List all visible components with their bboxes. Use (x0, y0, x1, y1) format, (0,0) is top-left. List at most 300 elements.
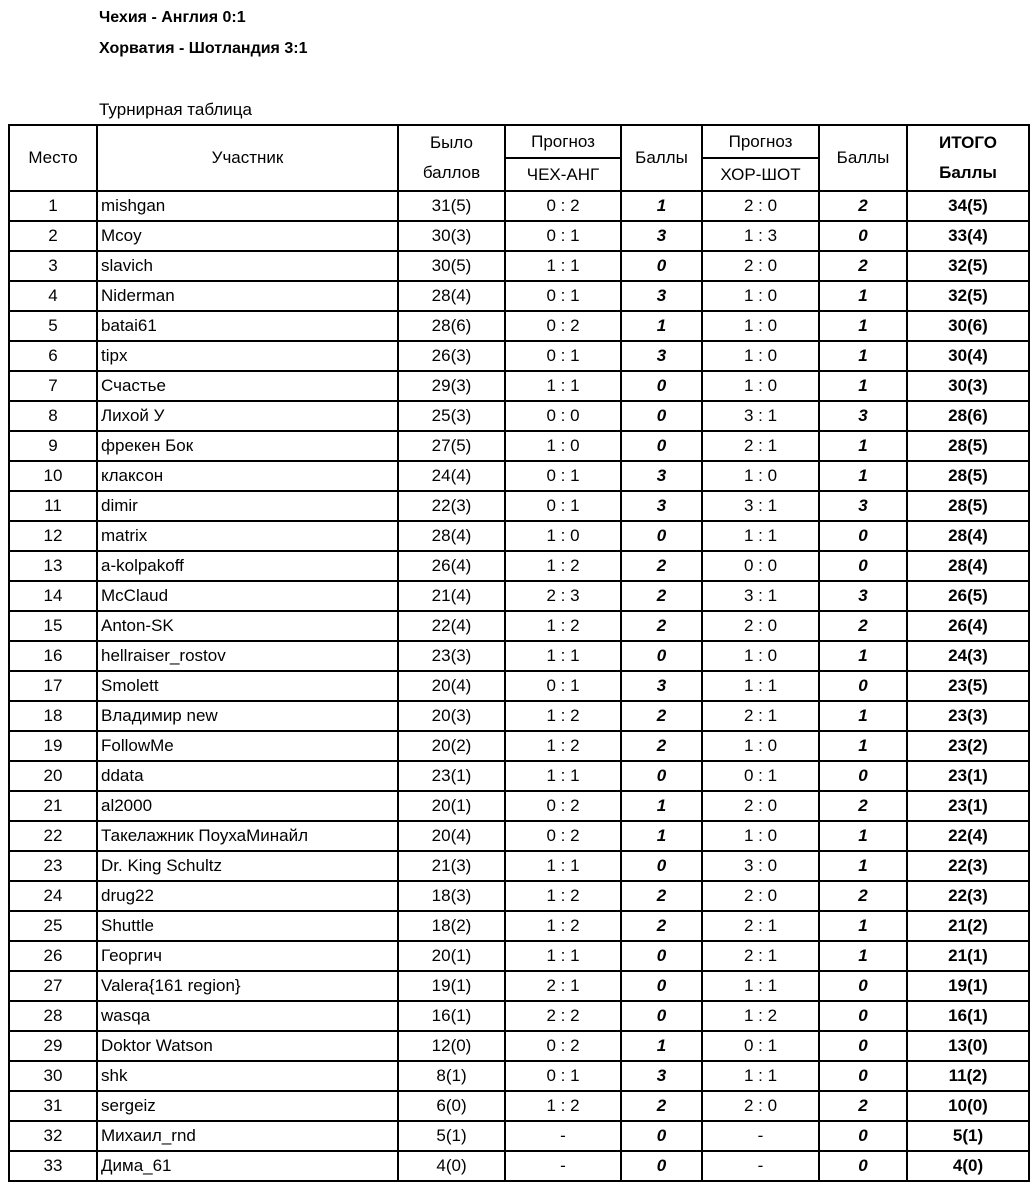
cell-forecast2: 1 : 0 (702, 731, 819, 761)
table-row (9, 971, 1029, 1001)
cell-was-points: 27(5) (398, 431, 505, 461)
cell-forecast1: 1 : 1 (505, 641, 621, 671)
cell-place: 17 (9, 671, 97, 701)
cell-forecast1: 1 : 0 (505, 431, 621, 461)
cell-forecast1: 1 : 1 (505, 371, 621, 401)
header-place: Место (9, 125, 97, 191)
cell-forecast2: 2 : 1 (702, 941, 819, 971)
cell-was-points: 19(1) (398, 971, 505, 1001)
cell-total: 23(2) (907, 731, 1029, 761)
cell-points2: 1 (819, 821, 907, 851)
cell-was-points: 21(3) (398, 851, 505, 881)
cell-total: 30(3) (907, 371, 1029, 401)
cell-place: 7 (9, 371, 97, 401)
cell-was-points: 29(3) (398, 371, 505, 401)
cell-forecast2: 1 : 0 (702, 311, 819, 341)
cell-forecast1: 1 : 0 (505, 521, 621, 551)
cell-points2: 1 (819, 461, 907, 491)
cell-was-points: 28(6) (398, 311, 505, 341)
cell-forecast1: 1 : 2 (505, 611, 621, 641)
cell-points1: 3 (621, 491, 702, 521)
cell-was-points: 24(4) (398, 461, 505, 491)
cell-place: 11 (9, 491, 97, 521)
cell-forecast1: 2 : 2 (505, 1001, 621, 1031)
cell-points2: 1 (819, 641, 907, 671)
cell-forecast1: 1 : 2 (505, 1091, 621, 1121)
cell-was-points: 20(3) (398, 701, 505, 731)
cell-points2: 1 (819, 851, 907, 881)
cell-total: 28(6) (907, 401, 1029, 431)
table-row (9, 761, 1029, 791)
header-was-line2: баллов (422, 163, 481, 182)
cell-total: 28(5) (907, 491, 1029, 521)
cell-forecast2: 2 : 1 (702, 911, 819, 941)
table-row (9, 551, 1029, 581)
cell-forecast2: 2 : 0 (702, 251, 819, 281)
table-row (9, 1001, 1029, 1031)
cell-forecast2: 1 : 1 (702, 971, 819, 1001)
cell-was-points: 22(3) (398, 491, 505, 521)
cell-forecast2: - (702, 1121, 819, 1151)
cell-points2: 0 (819, 1151, 907, 1181)
cell-place: 27 (9, 971, 97, 1001)
cell-total: 16(1) (907, 1001, 1029, 1031)
cell-points2: 0 (819, 1031, 907, 1061)
cell-points1: 0 (621, 1121, 702, 1151)
cell-points1: 0 (621, 1151, 702, 1181)
cell-forecast2: 1 : 0 (702, 461, 819, 491)
cell-place: 18 (9, 701, 97, 731)
cell-forecast2: 0 : 1 (702, 1031, 819, 1061)
cell-place: 2 (9, 221, 97, 251)
cell-points2: 1 (819, 731, 907, 761)
header-forecast1-top: Прогноз (505, 125, 621, 158)
cell-points1: 1 (621, 191, 702, 221)
cell-forecast2: 1 : 1 (702, 1061, 819, 1091)
table-row (9, 851, 1029, 881)
cell-participant: Михаил_rnd (97, 1121, 398, 1151)
cell-points1: 0 (621, 401, 702, 431)
cell-forecast1: 0 : 0 (505, 401, 621, 431)
cell-place: 26 (9, 941, 97, 971)
cell-points2: 0 (819, 971, 907, 1001)
cell-place: 6 (9, 341, 97, 371)
cell-place: 8 (9, 401, 97, 431)
cell-participant: Владимир new (97, 701, 398, 731)
cell-participant: hellraiser_rostov (97, 641, 398, 671)
cell-points1: 0 (621, 431, 702, 461)
cell-forecast2: 2 : 1 (702, 701, 819, 731)
cell-points1: 1 (621, 311, 702, 341)
cell-participant: tipx (97, 341, 398, 371)
cell-points2: 2 (819, 611, 907, 641)
cell-points2: 2 (819, 251, 907, 281)
header-total-line1: ИТОГО (938, 133, 998, 152)
cell-participant: Smolett (97, 671, 398, 701)
cell-place: 9 (9, 431, 97, 461)
cell-was-points: 21(4) (398, 581, 505, 611)
cell-points1: 1 (621, 821, 702, 851)
cell-participant: wasqa (97, 1001, 398, 1031)
cell-points2: 1 (819, 371, 907, 401)
cell-place: 12 (9, 521, 97, 551)
cell-participant: ddata (97, 761, 398, 791)
table-row (9, 371, 1029, 401)
cell-points2: 2 (819, 791, 907, 821)
cell-was-points: 20(1) (398, 791, 505, 821)
table-row (9, 311, 1029, 341)
cell-forecast1: 0 : 2 (505, 311, 621, 341)
cell-was-points: 28(4) (398, 521, 505, 551)
cell-place: 13 (9, 551, 97, 581)
cell-points1: 3 (621, 281, 702, 311)
header-forecast1-match: ЧЕХ-АНГ (505, 158, 621, 191)
cell-forecast2: 2 : 1 (702, 431, 819, 461)
cell-total: 21(1) (907, 941, 1029, 971)
cell-total: 32(5) (907, 251, 1029, 281)
table-row (9, 491, 1029, 521)
cell-participant: shk (97, 1061, 398, 1091)
cell-participant: Счастье (97, 371, 398, 401)
cell-participant: Doktor Watson (97, 1031, 398, 1061)
cell-participant: a-kolpakoff (97, 551, 398, 581)
cell-total: 23(1) (907, 761, 1029, 791)
cell-place: 33 (9, 1151, 97, 1181)
header-participant: Участник (97, 125, 398, 191)
cell-was-points: 23(3) (398, 641, 505, 671)
cell-points2: 0 (819, 761, 907, 791)
cell-total: 28(5) (907, 461, 1029, 491)
cell-points2: 2 (819, 881, 907, 911)
table-row (9, 1031, 1029, 1061)
cell-forecast1: 1 : 2 (505, 551, 621, 581)
cell-participant: Dr. King Schultz (97, 851, 398, 881)
cell-total: 28(4) (907, 551, 1029, 581)
cell-participant: dimir (97, 491, 398, 521)
cell-was-points: 12(0) (398, 1031, 505, 1061)
header-forecast2-match: ХОР-ШОТ (702, 158, 819, 191)
cell-forecast1: 2 : 1 (505, 971, 621, 1001)
table-row (9, 341, 1029, 371)
cell-total: 19(1) (907, 971, 1029, 1001)
cell-place: 22 (9, 821, 97, 851)
cell-was-points: 31(5) (398, 191, 505, 221)
cell-points2: 0 (819, 1001, 907, 1031)
cell-forecast1: 0 : 2 (505, 791, 621, 821)
cell-points2: 0 (819, 521, 907, 551)
cell-total: 22(3) (907, 881, 1029, 911)
table-row (9, 581, 1029, 611)
table-row (9, 281, 1029, 311)
header-points2: Баллы (819, 125, 907, 191)
cell-participant: Лихой У (97, 401, 398, 431)
cell-forecast2: 2 : 0 (702, 611, 819, 641)
cell-forecast1: 1 : 2 (505, 701, 621, 731)
cell-total: 22(3) (907, 851, 1029, 881)
table-row (9, 1151, 1029, 1181)
cell-place: 3 (9, 251, 97, 281)
table-row (9, 791, 1029, 821)
table-row (9, 1121, 1029, 1151)
cell-place: 31 (9, 1091, 97, 1121)
table-row (9, 521, 1029, 551)
cell-points1: 2 (621, 911, 702, 941)
cell-participant: Shuttle (97, 911, 398, 941)
cell-place: 10 (9, 461, 97, 491)
cell-points1: 1 (621, 1031, 702, 1061)
cell-forecast1: 0 : 1 (505, 341, 621, 371)
cell-was-points: 30(3) (398, 221, 505, 251)
cell-points1: 0 (621, 371, 702, 401)
cell-place: 21 (9, 791, 97, 821)
cell-place: 32 (9, 1121, 97, 1151)
cell-points2: 2 (819, 1091, 907, 1121)
cell-total: 30(6) (907, 311, 1029, 341)
cell-place: 28 (9, 1001, 97, 1031)
cell-was-points: 25(3) (398, 401, 505, 431)
cell-was-points: 20(1) (398, 941, 505, 971)
cell-forecast1: 0 : 1 (505, 281, 621, 311)
cell-total: 26(4) (907, 611, 1029, 641)
cell-forecast2: 2 : 0 (702, 791, 819, 821)
cell-total: 21(2) (907, 911, 1029, 941)
cell-forecast2: 3 : 1 (702, 581, 819, 611)
cell-points2: 0 (819, 671, 907, 701)
cell-points1: 2 (621, 1091, 702, 1121)
cell-forecast2: 1 : 0 (702, 341, 819, 371)
cell-forecast2: 2 : 0 (702, 1091, 819, 1121)
cell-total: 10(0) (907, 1091, 1029, 1121)
cell-points1: 0 (621, 761, 702, 791)
cell-forecast2: 1 : 1 (702, 671, 819, 701)
cell-points1: 2 (621, 731, 702, 761)
cell-forecast1: 0 : 1 (505, 1061, 621, 1091)
table-row (9, 941, 1029, 971)
cell-forecast1: - (505, 1151, 621, 1181)
cell-points2: 1 (819, 941, 907, 971)
header-forecast2-top: Прогноз (702, 125, 819, 158)
cell-was-points: 4(0) (398, 1151, 505, 1181)
header-total (907, 125, 1029, 191)
cell-forecast1: 0 : 2 (505, 191, 621, 221)
cell-was-points: 16(1) (398, 1001, 505, 1031)
cell-forecast1: 2 : 3 (505, 581, 621, 611)
cell-total: 23(1) (907, 791, 1029, 821)
cell-points1: 1 (621, 791, 702, 821)
match-result-1: Чехия - Англия 0:1 (99, 9, 246, 26)
cell-total: 24(3) (907, 641, 1029, 671)
cell-forecast1: 1 : 2 (505, 911, 621, 941)
table-row (9, 881, 1029, 911)
table-row (9, 611, 1029, 641)
cell-points1: 0 (621, 971, 702, 1001)
cell-participant: Niderman (97, 281, 398, 311)
cell-was-points: 26(3) (398, 341, 505, 371)
table-row (9, 671, 1029, 701)
cell-participant: Такелажник ПоухаМинайл (97, 821, 398, 851)
cell-forecast1: 1 : 1 (505, 941, 621, 971)
cell-participant: клаксон (97, 461, 398, 491)
cell-forecast2: 1 : 3 (702, 221, 819, 251)
cell-points1: 3 (621, 341, 702, 371)
cell-forecast1: 0 : 2 (505, 821, 621, 851)
cell-forecast2: 1 : 0 (702, 281, 819, 311)
cell-forecast1: 0 : 1 (505, 221, 621, 251)
cell-was-points: 18(3) (398, 881, 505, 911)
cell-total: 23(3) (907, 701, 1029, 731)
cell-points2: 3 (819, 401, 907, 431)
cell-forecast2: 3 : 1 (702, 491, 819, 521)
cell-points1: 0 (621, 251, 702, 281)
cell-total: 26(5) (907, 581, 1029, 611)
cell-participant: batai61 (97, 311, 398, 341)
cell-place: 23 (9, 851, 97, 881)
cell-points2: 1 (819, 311, 907, 341)
match-result-2: Хорватия - Шотландия 3:1 (99, 40, 308, 57)
cell-forecast1: 1 : 1 (505, 251, 621, 281)
cell-participant: drug22 (97, 881, 398, 911)
cell-forecast1: 0 : 1 (505, 491, 621, 521)
cell-place: 30 (9, 1061, 97, 1091)
cell-points1: 0 (621, 941, 702, 971)
cell-points2: 3 (819, 581, 907, 611)
cell-points1: 0 (621, 641, 702, 671)
cell-points1: 0 (621, 521, 702, 551)
cell-points2: 1 (819, 701, 907, 731)
cell-place: 16 (9, 641, 97, 671)
cell-place: 19 (9, 731, 97, 761)
cell-points1: 2 (621, 881, 702, 911)
cell-points2: 1 (819, 431, 907, 461)
header-was-points (398, 125, 505, 191)
cell-points2: 1 (819, 911, 907, 941)
cell-points2: 1 (819, 281, 907, 311)
cell-total: 22(4) (907, 821, 1029, 851)
table-row (9, 431, 1029, 461)
cell-place: 1 (9, 191, 97, 221)
table-row (9, 1061, 1029, 1091)
cell-forecast2: 1 : 0 (702, 641, 819, 671)
header-points1: Баллы (621, 125, 702, 191)
cell-points1: 2 (621, 611, 702, 641)
cell-forecast2: 3 : 0 (702, 851, 819, 881)
cell-points1: 0 (621, 851, 702, 881)
cell-participant: McClaud (97, 581, 398, 611)
cell-points2: 1 (819, 341, 907, 371)
cell-forecast2: 1 : 0 (702, 821, 819, 851)
cell-was-points: 8(1) (398, 1061, 505, 1091)
cell-forecast1: - (505, 1121, 621, 1151)
cell-participant: mishgan (97, 191, 398, 221)
cell-participant: Valera{161 region} (97, 971, 398, 1001)
cell-total: 23(5) (907, 671, 1029, 701)
cell-place: 29 (9, 1031, 97, 1061)
cell-points1: 3 (621, 1061, 702, 1091)
table-row (9, 1091, 1029, 1121)
table-row (9, 461, 1029, 491)
cell-was-points: 22(4) (398, 611, 505, 641)
cell-place: 24 (9, 881, 97, 911)
cell-points2: 2 (819, 191, 907, 221)
cell-forecast1: 1 : 1 (505, 851, 621, 881)
cell-forecast1: 1 : 1 (505, 761, 621, 791)
cell-place: 25 (9, 911, 97, 941)
header-total-line2: Баллы (939, 163, 997, 182)
cell-was-points: 26(4) (398, 551, 505, 581)
cell-points1: 3 (621, 221, 702, 251)
cell-participant: al2000 (97, 791, 398, 821)
cell-place: 20 (9, 761, 97, 791)
cell-points1: 3 (621, 461, 702, 491)
cell-place: 14 (9, 581, 97, 611)
cell-points2: 0 (819, 1061, 907, 1091)
cell-points1: 2 (621, 701, 702, 731)
cell-points2: 0 (819, 1121, 907, 1151)
cell-was-points: 28(4) (398, 281, 505, 311)
cell-total: 13(0) (907, 1031, 1029, 1061)
cell-place: 5 (9, 311, 97, 341)
cell-was-points: 18(2) (398, 911, 505, 941)
cell-points1: 3 (621, 671, 702, 701)
standings-body (9, 191, 1029, 1181)
cell-forecast2: 1 : 0 (702, 371, 819, 401)
cell-forecast2: 2 : 0 (702, 191, 819, 221)
cell-participant: Георгич (97, 941, 398, 971)
cell-forecast2: 0 : 1 (702, 761, 819, 791)
cell-place: 4 (9, 281, 97, 311)
cell-points1: 2 (621, 551, 702, 581)
table-row (9, 821, 1029, 851)
cell-was-points: 6(0) (398, 1091, 505, 1121)
table-row (9, 221, 1029, 251)
table-caption: Турнирная таблица (99, 100, 252, 119)
cell-total: 4(0) (907, 1151, 1029, 1181)
cell-total: 28(5) (907, 431, 1029, 461)
table-row (9, 191, 1029, 221)
cell-forecast2: 2 : 0 (702, 881, 819, 911)
table-row (9, 641, 1029, 671)
table-row (9, 731, 1029, 761)
cell-participant: matrix (97, 521, 398, 551)
cell-was-points: 20(4) (398, 671, 505, 701)
cell-forecast1: 1 : 2 (505, 731, 621, 761)
cell-points1: 0 (621, 1001, 702, 1031)
cell-forecast2: 0 : 0 (702, 551, 819, 581)
cell-total: 11(2) (907, 1061, 1029, 1091)
table-row (9, 251, 1029, 281)
cell-forecast2: 1 : 1 (702, 521, 819, 551)
cell-points1: 2 (621, 581, 702, 611)
cell-participant: Anton-SK (97, 611, 398, 641)
cell-points2: 3 (819, 491, 907, 521)
cell-total: 30(4) (907, 341, 1029, 371)
cell-points2: 0 (819, 551, 907, 581)
cell-forecast1: 0 : 1 (505, 461, 621, 491)
cell-forecast1: 1 : 2 (505, 881, 621, 911)
cell-participant: Дима_61 (97, 1151, 398, 1181)
cell-participant: sergeiz (97, 1091, 398, 1121)
standings-table (8, 124, 1030, 1182)
cell-place: 15 (9, 611, 97, 641)
cell-forecast2: 1 : 2 (702, 1001, 819, 1031)
cell-participant: FollowMe (97, 731, 398, 761)
cell-forecast2: 3 : 1 (702, 401, 819, 431)
table-row (9, 911, 1029, 941)
cell-participant: Mcoy (97, 221, 398, 251)
cell-total: 28(4) (907, 521, 1029, 551)
table-row (9, 401, 1029, 431)
cell-forecast1: 0 : 2 (505, 1031, 621, 1061)
